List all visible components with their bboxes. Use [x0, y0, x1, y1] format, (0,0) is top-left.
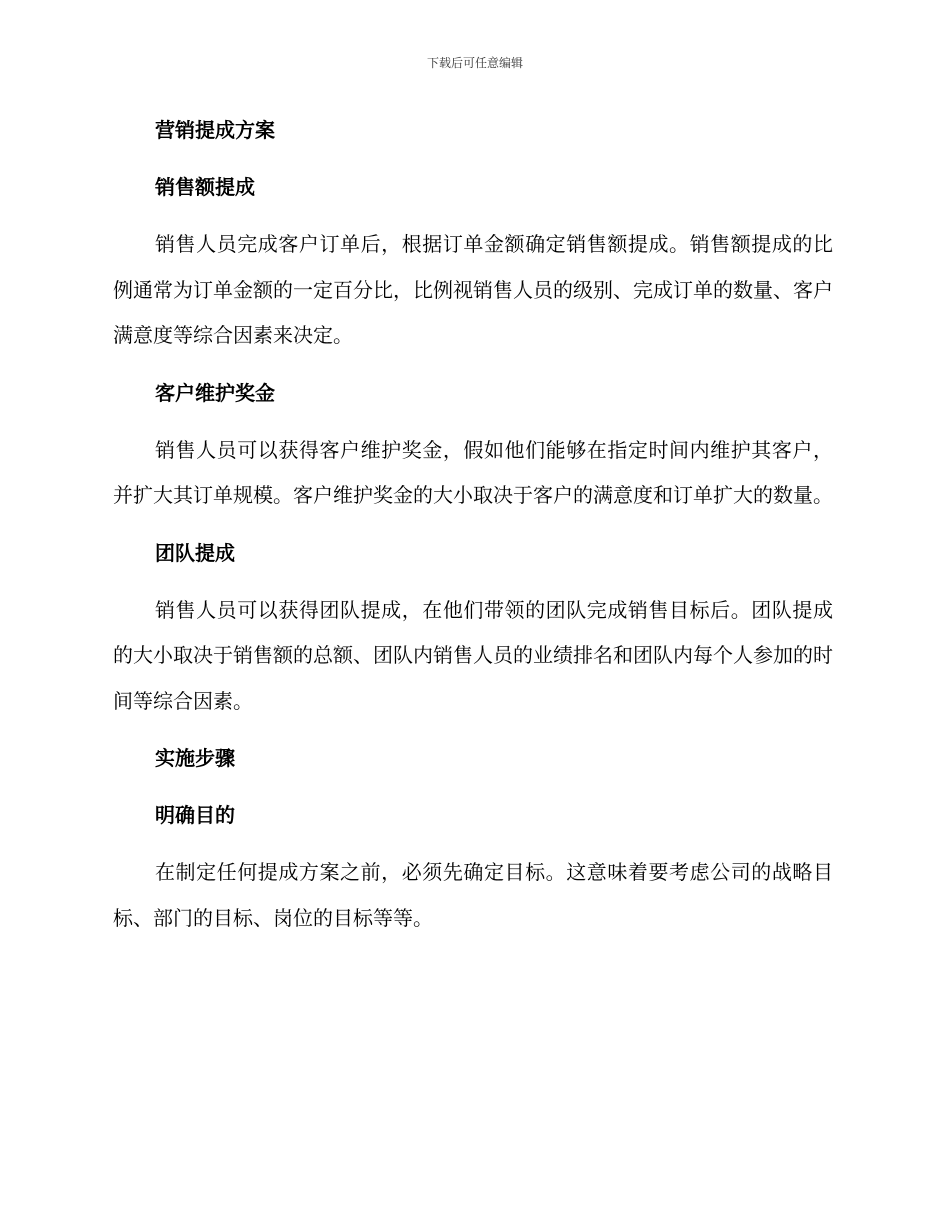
paragraph-clear-goal: 在制定任何提成方案之前，必须先确定目标。这意味着要考虑公司的战略目标、部门的目标、岗位的目标等等。 [113, 860, 833, 930]
paragraph-sales-commission: 销售人员完成客户订单后，根据订单金额确定销售额提成。销售额提成的比例通常为订单金额的一定百分比，比例视销售人员的级别、完成订单的数量、客户满意度等综合因素来决定。 [113, 232, 833, 347]
section-heading-customer-bonus: 客户维护奖金 [155, 380, 275, 405]
section-heading-implementation: 实施步骤 [155, 746, 235, 770]
section-heading-team-commission: 团队提成 [155, 540, 235, 565]
paragraph-customer-bonus: 销售人员可以获得客户维护奖金，假如他们能够在指定时间内维护其客户，并扩大其订单规模。客户维护奖金的大小取决于客户的满意度和订单扩大的数量。 [113, 437, 833, 507]
section-heading-sales-commission: 销售额提成 [155, 175, 255, 199]
page-header: 下载后可任意编辑 [426, 56, 523, 70]
section-heading-clear-goal: 明确目的 [155, 803, 235, 827]
document-title: 营销提成方案 [155, 118, 275, 142]
document-body [113, 108, 833, 953]
paragraph-team-commission: 销售人员可以获得团队提成，在他们带领的团队完成销售目标后。团队提成的大小取决于销售额的总额、团队内销售人员的业绩排名和团队内每个人参加的时间等综合因素。 [113, 597, 833, 713]
